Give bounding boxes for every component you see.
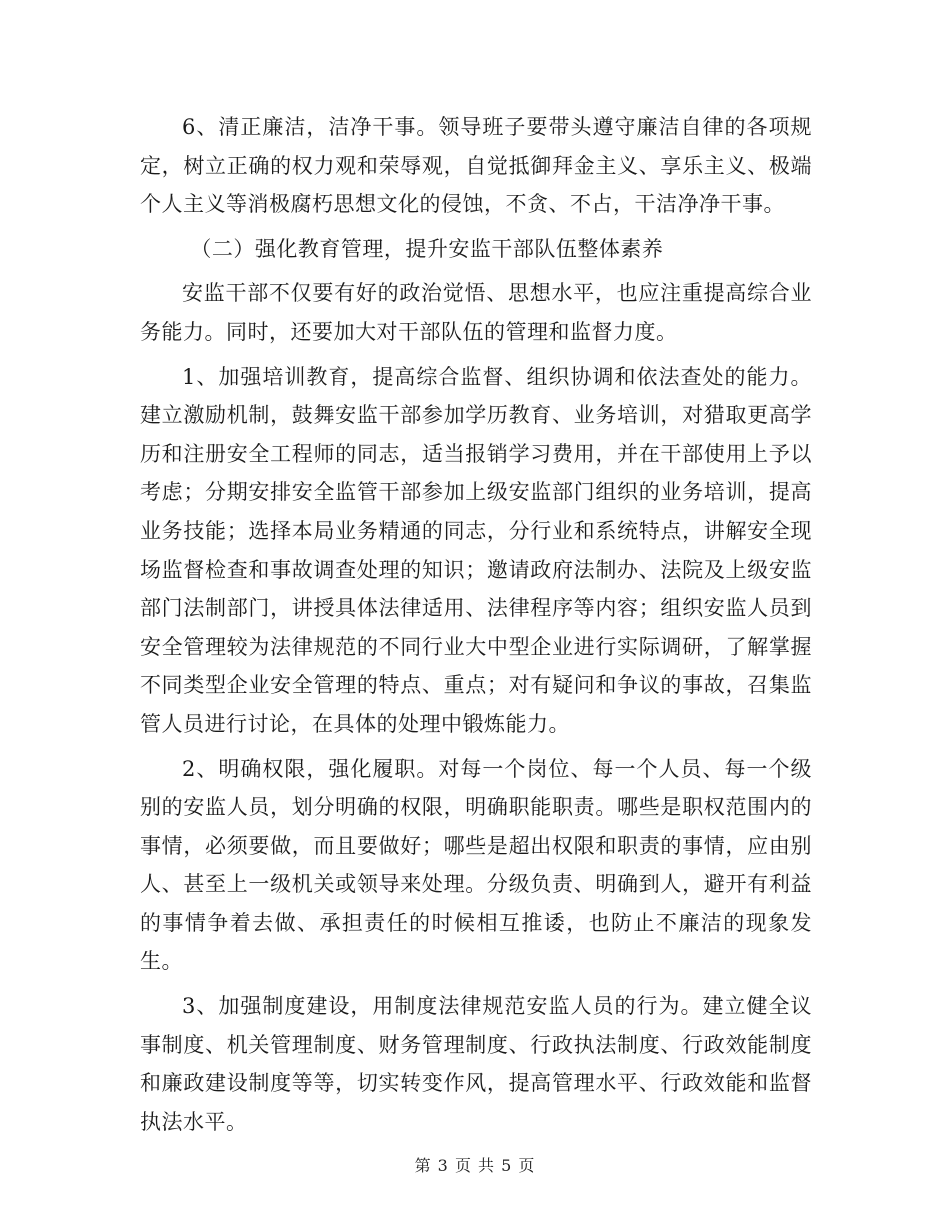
paragraph-item-3: 3、加强制度建设，用制度法律规范安监人员的行为。建立健全议事制度、机关管理制度、财务管理制度、行政执法制度、行政效能制度和廉政建设制度等等，切实转变作风，提高管理水平、行政效能和监督执法水平。 <box>140 994 812 1134</box>
document-body <box>140 108 812 1147</box>
page-footer <box>0 1153 950 1176</box>
section-heading: （二）强化教育管理，提升安监干部队伍整体素养 <box>190 236 664 261</box>
paragraph-item-1: 1、加强培训教育，提高综合监督、组织协调和依法查处的能力。建立激励机制，鼓舞安监干部参加学历教育、业务培训，对猎取更高学历和注册安全工程师的同志，适当报销学习费用，并在干部使用上予以考虑；分期安排安全监管干部参加上级安监部门组织的业务培训，提高业务技能；选择本局业务精通的同志，分行业和系统特点，讲解安全现场监督检查和事故调查处理的知识；邀请政府法制办、法院及上级安监部门法制部门，讲授具体法律适用、法律程序等内容；组织安监人员到安全管理较为法律规范的不同行业大中型企业进行实际调研，了解掌握不同类型企业安全管理的特点、重点；对有疑问和争议的事故，召集监管人员进行讨论，在具体的处理中锻炼能力。 <box>140 364 812 736</box>
page-number-label: 第 3 页 共 5 页 <box>414 1156 536 1175</box>
paragraph-item-6: 6、清正廉洁，洁净干事。领导班子要带头遵守廉洁自律的各项规定，树立正确的权力观和荣辱观，自觉抵御拜金主义、享乐主义、极端个人主义等消极腐朽思想文化的侵蚀，不贪、不占，干洁净净干事。 <box>140 115 812 217</box>
paragraph-item-2: 2、明确权限，强化履职。对每一个岗位、每一个人员、每一个级别的安监人员，划分明确的权限，明确职能职责。哪些是职权范围内的事情，必须要做，而且要做好；哪些是超出权限和职责的事情，应由别人、甚至上一级机关或领导来处理。分级负责、明确到人，避开有利益的事情争着去做、承担责任的时候相互推诿，也防止不廉洁的现象发生。 <box>140 756 812 974</box>
section-intro-paragraph: 安监干部不仅要有好的政治觉悟、思想水平，也应注重提高综合业务能力。同时，还要加大对干部队伍的管理和监督力度。 <box>140 281 812 344</box>
